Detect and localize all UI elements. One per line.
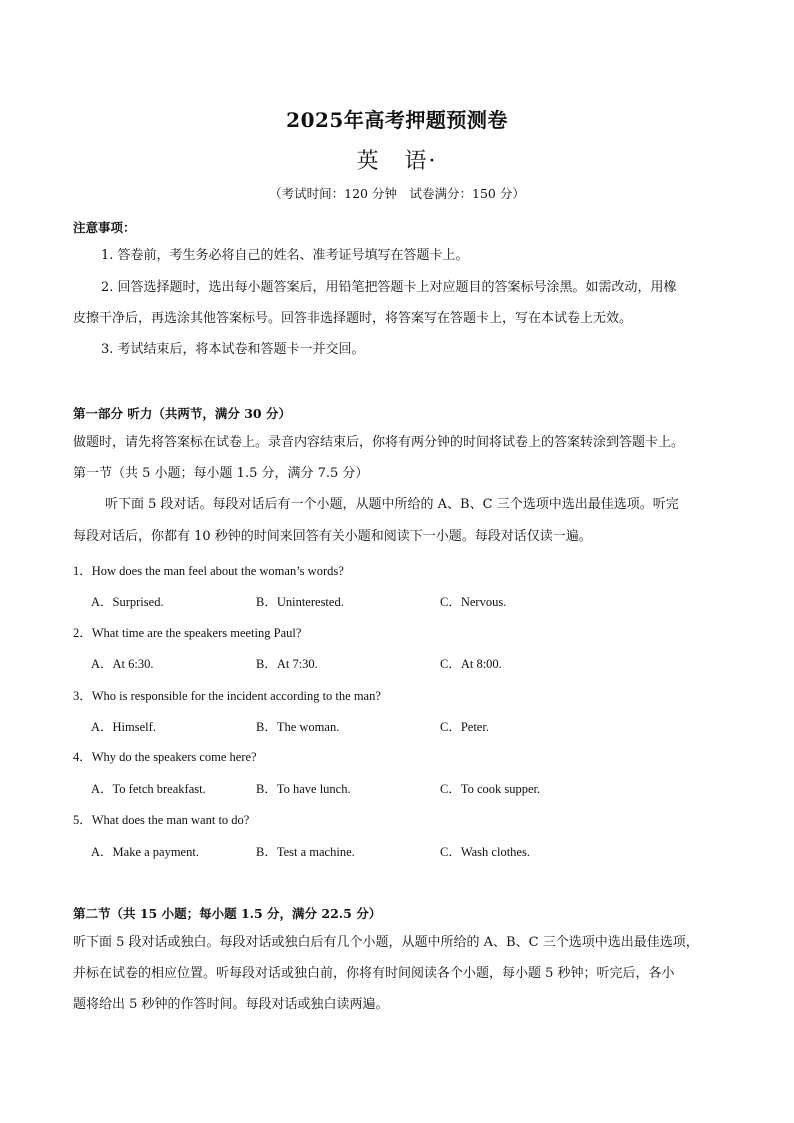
section2-heading: 第二节（共 15 小题；每小题 1.5 分，满分 22.5 分） — [73, 906, 382, 921]
q5-option-b: B．Test a machine. — [256, 845, 355, 859]
part1-heading: 第一部分 听力（共两节，满分 30 分） — [73, 406, 291, 421]
section2-instruction-line2: 并标在试卷的相应位置。听每段对话或独白前，你将有时间阅读各个小题，每小题 5 秒钟；听完后，各小 — [73, 966, 675, 981]
notice-item-2: 2. 回答选择题时，选出每小题答案后，用铅笔把答题卡上对应题目的答案标号涂黑。如需改动，用橡 — [101, 280, 677, 295]
section1-instruction-line1: 听下面 5 段对话。每段对话后有一个小题，从题中所给的 A、B、C 三个选项中选出最佳选项。听完 — [105, 497, 679, 512]
q4-option-c: C．To cook supper. — [440, 782, 541, 796]
q4-option-b: B．To have lunch. — [256, 782, 351, 796]
notice-item-2-cont: 皮擦干净后，再选涂其他答案标号。回答非选择题时，将答案写在答题卡上，写在本试卷上无效。 — [73, 311, 633, 326]
q1-option-a: A．Surprised. — [91, 595, 164, 609]
question-3: 3．Who is responsible for the incident according to the man? — [73, 689, 381, 703]
question-4: 4．Why do the speakers come here? — [73, 750, 257, 764]
subject-title — [0, 144, 794, 175]
question-5: 5．What does the man want to do? — [73, 813, 250, 827]
subject-char-2: 语· — [404, 149, 438, 174]
exam-title: 2025年高考押题预测卷 — [286, 108, 508, 132]
subject-char-1: 英 — [356, 149, 381, 174]
q3-option-b: B．The woman. — [256, 720, 340, 734]
q2-option-b: B．At 7:30. — [256, 657, 318, 671]
notice-item-1: 1. 答卷前，考生务必将自己的姓名、准考证号填写在答题卡上。 — [101, 248, 469, 263]
section2-instruction-line1: 听下面 5 段对话或独白。每段对话或独白后有几个小题，从题中所给的 A、B、C 三个选项中选出最佳选项， — [73, 935, 699, 950]
q2-option-a: A．At 6:30. — [91, 657, 154, 671]
notice-item-3: 3. 考试结束后，将本试卷和答题卡一并交回。 — [101, 342, 365, 357]
question-1: 1．How does the man feel about the woman’s words? — [73, 564, 344, 578]
q1-option-b: B．Uninterested. — [256, 595, 344, 609]
question-2: 2．What time are the speakers meeting Paul? — [73, 626, 302, 640]
notice-heading: 注意事项： — [73, 220, 136, 235]
exam-time-info: （考试时间：120 分钟 试卷满分：150 分） — [269, 186, 525, 201]
q2-option-c: C．At 8:00. — [440, 657, 502, 671]
q3-option-a: A．Himself. — [91, 720, 156, 734]
q4-option-a: A．To fetch breakfast. — [91, 782, 206, 796]
q5-option-a: A．Make a payment. — [91, 845, 199, 859]
q3-option-c: C．Peter. — [440, 720, 489, 734]
section1-heading: 第一节（共 5 小题；每小题 1.5 分，满分 7.5 分） — [73, 466, 369, 481]
q1-option-c: C．Nervous. — [440, 595, 507, 609]
section2-instruction-line3: 题将给出 5 秒钟的作答时间。每段对话或独白读两遍。 — [73, 997, 389, 1012]
section1-instruction-line2: 每段对话后，你都有 10 秒钟的时间来回答有关小题和阅读下一小题。每段对话仅读一遍。 — [73, 529, 592, 544]
part1-instruction: 做题时，请先将答案标在试卷上。录音内容结束后，你将有两分钟的时间将试卷上的答案转涂到答题卡上。 — [73, 435, 685, 450]
q5-option-c: C．Wash clothes. — [440, 845, 530, 859]
